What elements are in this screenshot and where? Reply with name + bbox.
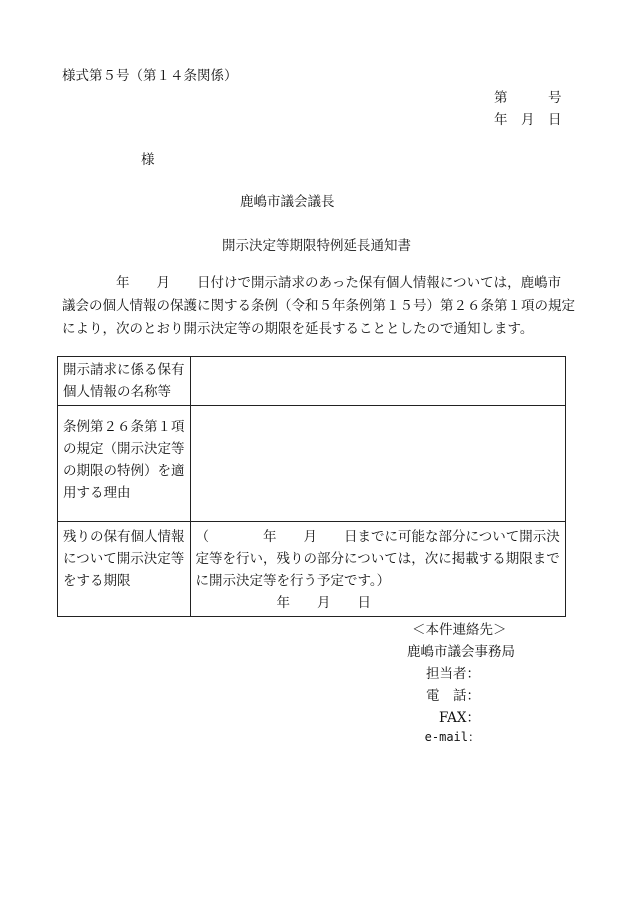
body-line: 年 月 日付けで開示請求のあった保有個人情報については，鹿嶋市	[62, 275, 562, 291]
row-label-info-name	[58, 357, 191, 406]
content-line: 定等を行い，残りの部分については，次に掲載する期限まで	[195, 551, 560, 567]
label-line: 残りの保有個人情報	[63, 529, 185, 545]
contact-organization: 鹿嶋市議会事務局	[407, 644, 515, 660]
label-line: 条例第２６条第１項	[63, 419, 185, 435]
row-content-info-name[interactable]	[190, 357, 565, 406]
label-line: 個人情報の名称等	[63, 384, 171, 400]
body-line: 議会の個人情報の保護に関する条例（令和５年条例第１５号）第２６条第１項の規定	[62, 298, 575, 314]
document-date: 年 月 日	[494, 112, 562, 128]
row-content-deadline	[190, 522, 565, 617]
body-line: により，次のとおり開示決定等の期限を延長することとしたので通知します。	[62, 321, 534, 337]
row-label-reason	[58, 406, 191, 522]
label-line: の期限の特例）を適	[63, 463, 185, 479]
document-title: 開示決定等期限特例延長通知書	[222, 238, 411, 254]
document-number: 第 号	[494, 90, 562, 106]
body-text	[62, 272, 582, 341]
table-row	[58, 357, 566, 406]
row-content-reason[interactable]	[190, 406, 565, 522]
table-row	[58, 406, 566, 522]
extension-details-table	[57, 356, 566, 617]
addressee: 様	[141, 152, 155, 168]
contact-phone-label: 電 話：	[426, 688, 480, 704]
label-line: について開示決定等	[63, 551, 185, 567]
label-line: 開示請求に係る保有	[63, 362, 185, 378]
label-line: 用する理由	[63, 485, 131, 501]
contact-email-label: e-mail：	[424, 730, 480, 744]
contact-fax-label: FAX：	[438, 710, 480, 726]
row-label-deadline	[58, 522, 191, 617]
label-line: の規定（開示決定等	[63, 441, 185, 457]
table-row	[58, 522, 566, 617]
content-line: （ 年 月 日までに可能な部分について開示決	[195, 529, 560, 545]
content-line: 年 月 日	[195, 595, 371, 611]
label-line: をする期限	[63, 573, 131, 589]
form-number: 様式第５号（第１４条関係）	[62, 68, 238, 84]
contact-heading: ＜本件連絡先＞	[412, 622, 507, 638]
sender: 鹿嶋市議会議長	[240, 194, 335, 210]
content-line: に開示決定等を行う予定です。）	[195, 573, 391, 589]
contact-person-label: 担当者：	[426, 666, 480, 682]
